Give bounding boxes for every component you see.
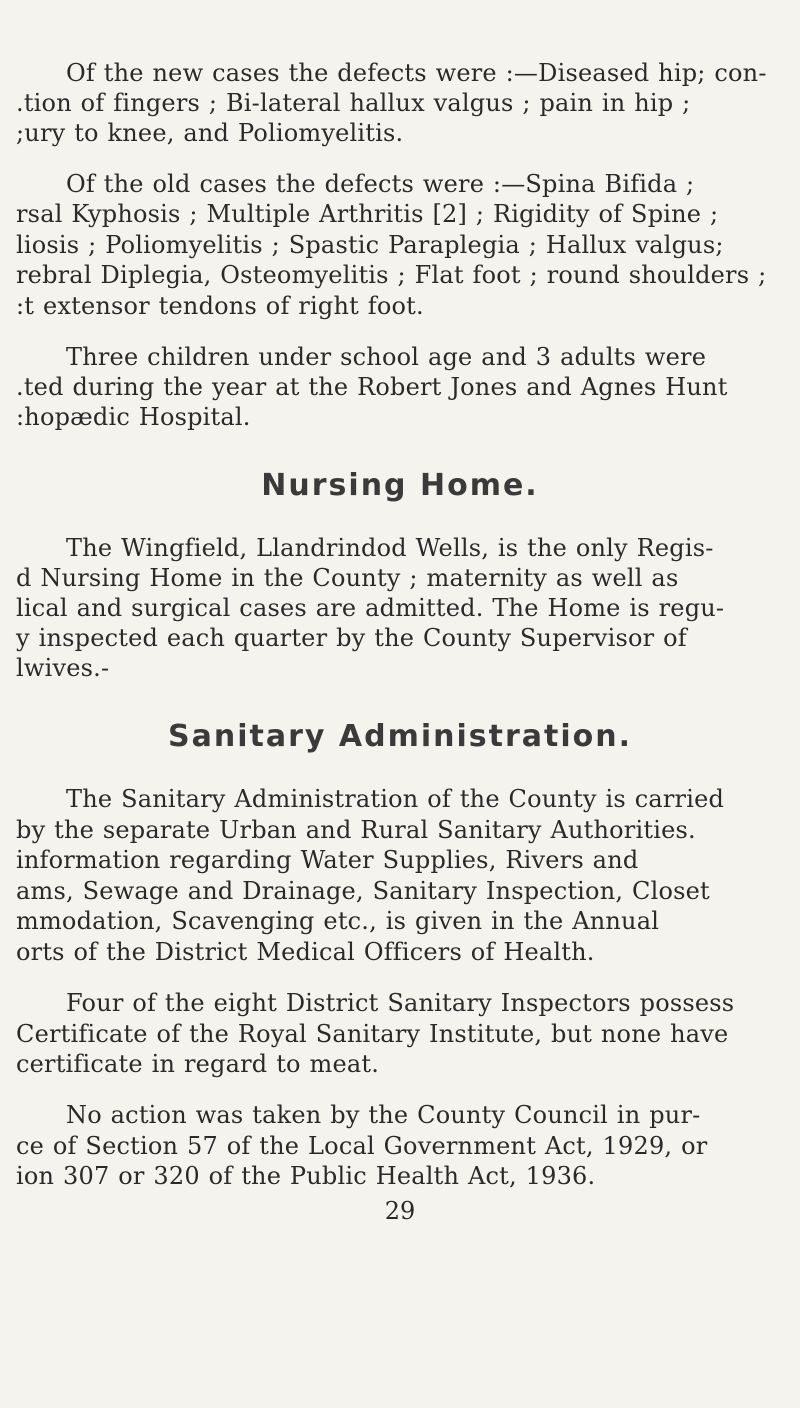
paragraph-line: :hopædic Hospital. [16, 403, 251, 431]
paragraph-line: .ted during the year at the Robert Jones and Agnes Hunt [16, 373, 728, 401]
paragraph-line: No action was taken by the County Council in pur- [66, 1101, 701, 1129]
paragraph-line: by the separate Urban and Rural Sanitary Authorities. [16, 816, 696, 844]
section-heading-sanitary-administration: Sanitary Administration. [168, 719, 632, 754]
paragraph-line: d Nursing Home in the County ; maternity as well as [16, 564, 679, 592]
paragraph-line: ce of Section 57 of the Local Government Act, 1929, or [16, 1132, 708, 1160]
paragraph-line: The Sanitary Administration of the County is carried [66, 785, 725, 813]
paragraph-line: rebral Diplegia, Osteomyelitis ; Flat foot ; round shoulders ; [16, 261, 767, 289]
paragraph-line: ;ury to knee, and Poliomyelitis. [16, 119, 404, 147]
paragraph-line: ion 307 or 320 of the Public Health Act, 1936. [16, 1162, 596, 1190]
paragraph-line: .tion of fingers ; Bi-lateral hallux valgus ; pain in hip ; [16, 89, 691, 117]
paragraph-line: lwives.- [16, 654, 110, 682]
paragraph-line: :t extensor tendons of right foot. [16, 292, 424, 320]
paragraph-line: Four of the eight District Sanitary Inspectors possess [66, 989, 735, 1017]
paragraph-line: certificate in regard to meat. [16, 1050, 380, 1078]
paragraph-line: orts of the District Medical Officers of Health. [16, 938, 595, 966]
paragraph-line: y inspected each quarter by the County Supervisor of [16, 624, 687, 652]
paragraph-line: lical and surgical cases are admitted. The Home is regu- [16, 594, 725, 622]
paragraph-line: Of the new cases the defects were :—Diseased hip; con- [66, 59, 767, 87]
page-number: 29 [384, 1197, 416, 1225]
paragraph-line: Certificate of the Royal Sanitary Institute, but none have [16, 1020, 729, 1048]
paragraph-line: Three children under school age and 3 adults were [66, 343, 707, 371]
paragraph-line: rsal Kyphosis ; Multiple Arthritis [2] ; Rigidity of Spine ; [16, 200, 719, 228]
paragraph-line: The Wingfield, Llandrindod Wells, is the only Regis- [66, 534, 714, 562]
paragraph-line: ams, Sewage and Drainage, Sanitary Inspection, Closet [16, 877, 710, 905]
paragraph-line: information regarding Water Supplies, Rivers and [16, 846, 639, 874]
paragraph-line: Of the old cases the defects were :—Spina Bifida ; [66, 170, 695, 198]
section-heading-nursing-home: Nursing Home. [261, 468, 539, 503]
paragraph-line: mmodation, Scavenging etc., is given in the Annual [16, 907, 660, 935]
paragraph-line: liosis ; Poliomyelitis ; Spastic Paraplegia ; Hallux valgus; [16, 231, 724, 259]
